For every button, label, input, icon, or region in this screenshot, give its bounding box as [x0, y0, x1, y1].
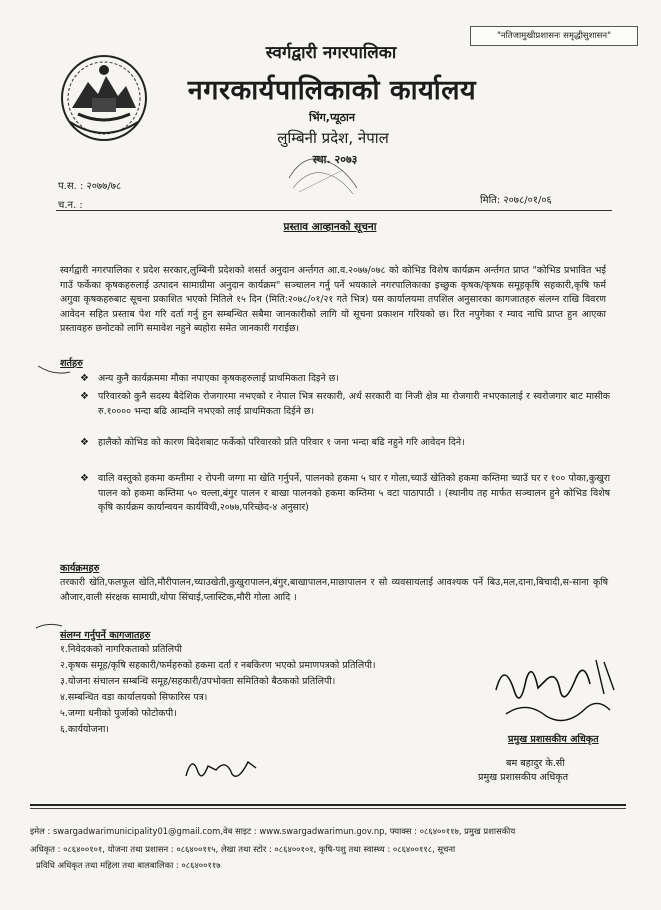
condition-item: ❖ हालैको कोभिड को कारण बिदेशबाट फर्केको परिवारको प्रति परिवार १ जना भन्दा बढि नहुने गरि आवेदन दिने। — [80, 437, 465, 448]
document-item: ५.जग्गा धनीको पुर्जाको फोटोकपी। — [60, 708, 177, 719]
programs-heading: कार्यक्रमहरु — [60, 563, 100, 574]
office-stamp-icon — [283, 148, 363, 196]
document-item: ३.योजना संचालन सम्बन्धि समूह/सहकारी/उपभोक्ता समितिको बैठकको प्रतिलिपी। — [60, 676, 336, 687]
footer-contact-line: प्रविधि अधिकृत तथा महिला तथा बालबालिका : ०८६४००११७ — [36, 860, 221, 870]
condition-item: ❖ वालि वस्तुको हकमा कम्तीमा २ रोपनी जग्गा मा खेति गर्नुपर्ने, पालनको हकमा ५ घार र गोला,च्याउँ खेतिको हकमा कम्तिमा च्याउँ घर र १०० पोका,कुखुरा पालन को हकमा कम्तिमा ५० चल्ला,बंगुर पालन र बाखा पालनको हकमा कम्तिमा ५ वटा पाठापाठी । (स्थानीय तह मार्फत सञ्चालन हुने कोभिड विशेष कृषि कार्यक्रम कार्यान्वयन कार्यविधी,२०७७,परिच्छेद-४ अनुसार) — [80, 473, 610, 514]
header-divider — [56, 210, 612, 211]
programs-text: तरकारी खेति,फलफूल खेति,मौरीपालन,च्याउखेती,कुखुरापालन,बंगुर,बाखापालन,माछापालन र सो व्यवसायलाई आवश्यक पर्ने बिउ,मल,दाना,बिचादी,स-साना कृषि औजार,वाली संरक्षक सामाग्री,थोपा सिंचाई,प्लास्टिक,मौरी गोला आदि । — [60, 577, 608, 603]
diamond-bullet-icon: ❖ — [80, 391, 89, 402]
officer-name: बम बहादुर के.सी — [506, 758, 565, 769]
officer-signature-icon — [486, 650, 636, 730]
place-line-2: लुम्बिनी प्रदेश, नेपाल — [277, 129, 389, 147]
document-item: ४.सम्बन्धित वडा कार्यालयको सिफारिस पत्र। — [60, 692, 208, 703]
place-line-1: भिंग,प्यूठान — [309, 111, 355, 124]
footer-contact-line: इमेल : swargadwarimunicipality01@gmail.com,वेब साइट : www.swargadwarimun.gov.np, फ्याक्स : ०८६४००११७, प्रमुख प्रशासकीय — [30, 826, 516, 836]
footer-divider — [30, 804, 626, 806]
condition-item: ❖ अन्य कुनै कार्यक्रममा मौका नपाएका कृषकहरुलाई प्राथमिकता दिइने छ। — [80, 373, 339, 384]
diamond-bullet-icon: ❖ — [80, 437, 89, 448]
diamond-bullet-icon: ❖ — [80, 373, 89, 384]
established-year: स्था. २०७३ — [312, 153, 358, 166]
margin-mark-icon — [36, 362, 72, 378]
municipality-name: स्वर्गद्वारी नगरपालिका — [265, 43, 397, 63]
document-item: ६.कार्ययोजना। — [60, 724, 109, 735]
issue-date: मिति: २०७८/०१/०६ — [480, 195, 552, 206]
secondary-signature-icon — [182, 748, 262, 784]
notice-title: प्रस्ताव आव्हानको सूचना — [283, 221, 377, 233]
motto-box: "नतिजामुखीप्रशासनः समृद्धीसुशासन" — [470, 26, 638, 46]
office-name: नगरकार्यपालिकाको कार्यालय — [187, 75, 477, 106]
officer-stamp-text: प्रमुख प्रशासकीय अधिकृत — [508, 734, 599, 745]
document-item: २.कृषक समूह/कृषि सहकारी/फर्महरुको हकमा दर्ता र नबकिरण भएको प्रमाणपत्रको प्रतिलिपी। — [60, 660, 376, 671]
footer-contact-line: अधिकृत : ०८६४००१०१, योजना तथा प्रशासन : ०८६४००११५, लेखा तथा स्टोर : ०८६४००१०१, कृषि-पशु तथा स्वास्थ्य : ०८६४००११८, सूचना — [30, 844, 456, 854]
footer-divider — [30, 808, 626, 809]
conditions-heading: शर्तहरु — [60, 358, 83, 369]
reference-number: प.स. : २०७७/७८ — [58, 181, 122, 192]
officer-title: प्रमुख प्रशासकीय अधिकृत — [478, 772, 569, 783]
document-item: १.निवेदकको नागरिकताको प्रतिलिपी — [60, 644, 182, 655]
dispatch-number: च.न. : — [58, 200, 83, 211]
diamond-bullet-icon: ❖ — [80, 473, 89, 484]
condition-item: ❖ परिवारको कुनै सदस्य बैदेशिक रोजगारमा नभएको र नेपाल भित्र सरकारी, अर्ध सरकारी वा निजी क्षेत्र मा रोजगारी नभएकालाई र स्वरोजगार बाट मासीक रु.१०००० भन्दा बढि आम्दनि नभएको लाई प्राथमिकता दिईने छ। — [80, 391, 610, 417]
documents-heading: संलग्न गर्नुपर्ने कागजातहरु — [60, 630, 151, 641]
notice-body: स्वर्गद्वारी नगरपालिका र प्रदेश सरकार,लुम्बिनी प्रदेशको शसर्त अनुदान अर्न्तगत आ.व.२०७७/०७८ को कोभिड विशेष कार्यक्रम अर्न्तगत प्राप्त "कोभिड प्रभावित भई गाउँ फर्केका कृषकहरुलाई उत्पादन सामाग्रीमा अनुदान कार्यक्रम" सञ्चालन गर्नु पर्ने भयकाले नगरपालिकाका इच्छुक कृषक/कृषक समूहकृषि सहकारी,कृषि फर्म अगुवा कृषकहरुबाट सूचना प्रकाशित भएको मितिले १५ दिन (मिति:२०७८/०१/२१ गते भित्र) यस कार्यालयमा तपशिल अनुसारका कागजातहरु संलग्न राखि विवरण आवेदन सहित प्रस्ताब पेश गरि दर्ता गर्नु हुन सम्बन्धित सबैमा जानकारीको लागि यो सूचना प्रकाशन गरियको छ। रित नपुगेका र म्याद नाघि प्राप्त हुन आएका प्रस्तावहरु छनोटको लागि समावेश नहुने ब्यहोरा समेत जानकारी गराईछ। — [60, 265, 606, 335]
nepal-emblem-icon — [58, 52, 150, 144]
